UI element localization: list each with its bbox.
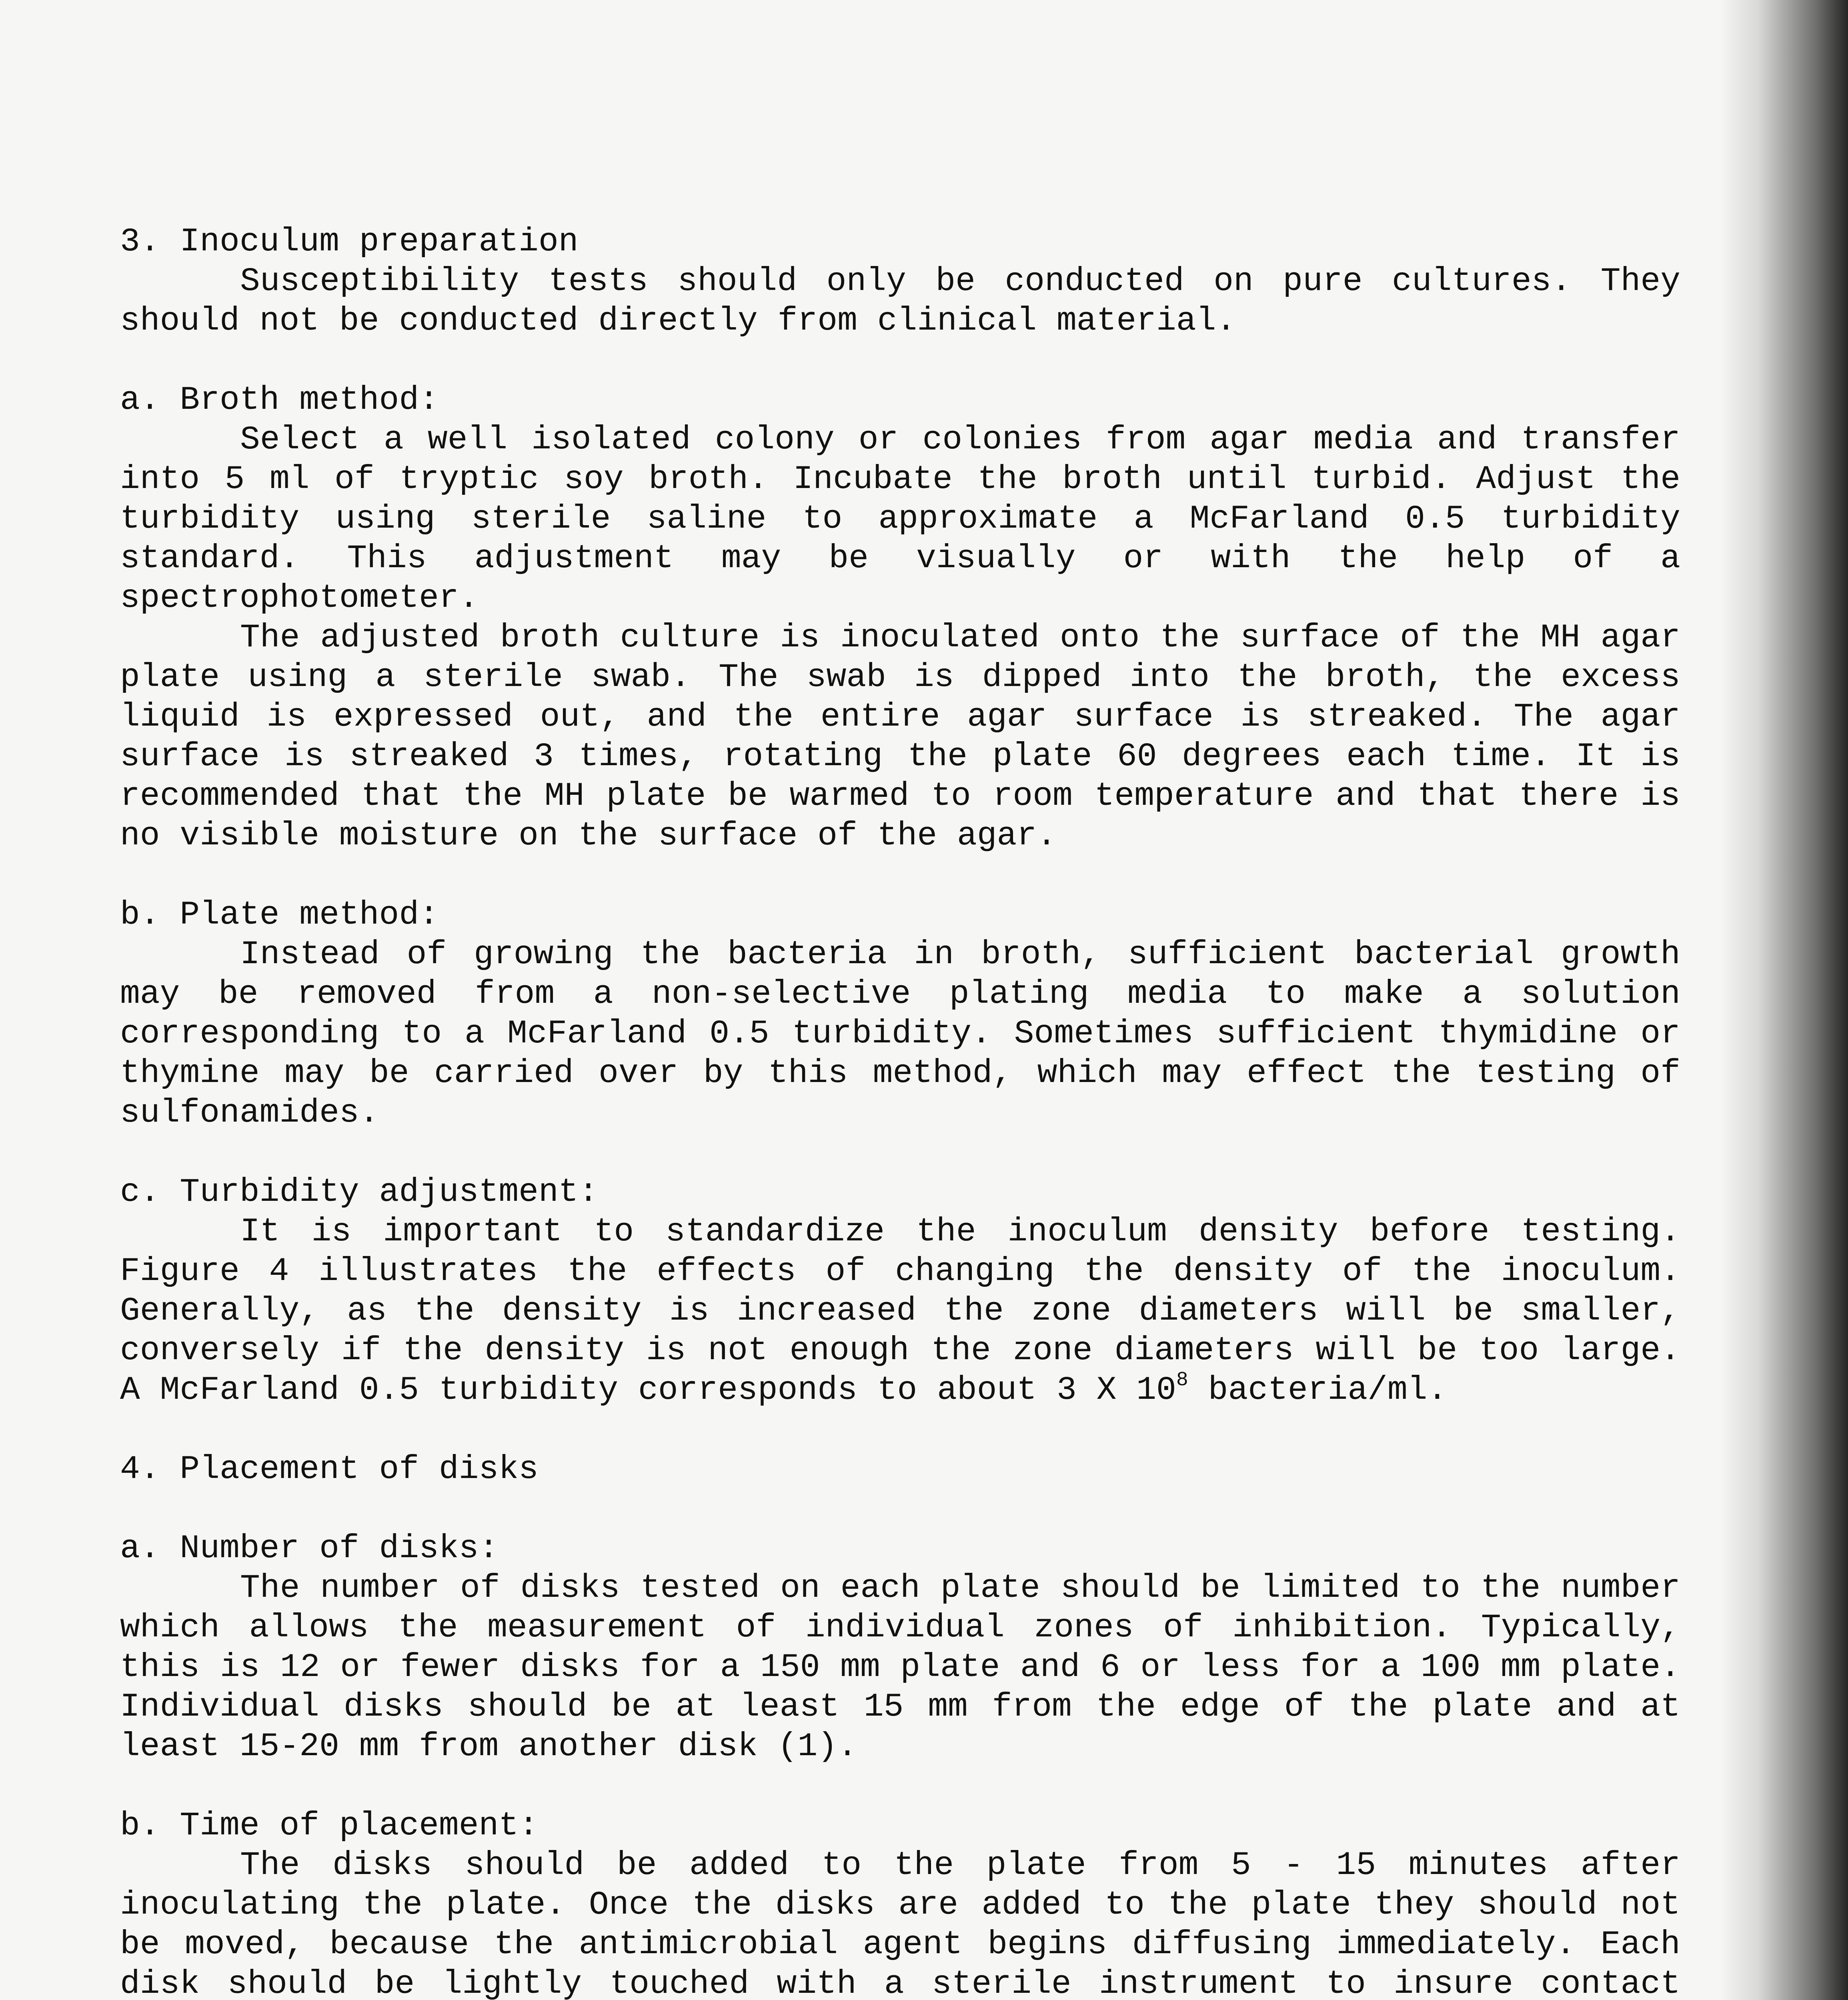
- section-heading-broth: a. Broth method:: [120, 381, 439, 419]
- section-heading-turbidity: c. Turbidity adjustment:: [120, 1173, 599, 1211]
- binding-shadow: [1720, 0, 1848, 2000]
- turbidity-text-end: bacteria/ml.: [1188, 1371, 1448, 1409]
- section-heading-plate: b. Plate method:: [120, 896, 439, 934]
- section-heading-time-of-placement: b. Time of placement:: [120, 1807, 539, 1844]
- paragraph-inoculum-intro: Susceptibility tests should only be conducted on pure cultures. They should not be conducted directly from clinical material.: [120, 262, 1680, 340]
- paragraph-broth-1: Select a well isolated colony or colonies from agar media and transfer into 5 ml of tryptic soy broth. Incubate the broth until turbid. Adjust the turbidity using sterile saline to approximate a McFarland 0.5 turbidity standard. This adjustment may be visually or with the help of a spectrophotometer.: [120, 421, 1680, 617]
- turbidity-text: It is important to standardize the inoculum density before testing. Figure 4 illustrates the effects of changing the density of the inoculum. Generally, as the density is increased the zone diameters will be smaller, conversely if the density is not enough the zone diameters will be too large. A McFarland 0.5 turbidity corresponds to about 3 X 10: [120, 1213, 1680, 1409]
- turbidity-exponent: 8: [1176, 1369, 1188, 1392]
- page-body: [120, 222, 1680, 2000]
- paragraph-plate: Instead of growing the bacteria in broth, sufficient bacterial growth may be removed from a non-selective plating media to make a solution corresponding to a McFarland 0.5 turbidity. Sometimes sufficient thymidine or thymine may be carried over by this method, which may effect the testing of sulfonamides.: [120, 936, 1680, 1132]
- section-heading-inoculum: 3. Inoculum preparation: [120, 223, 579, 260]
- section-heading-placement: 4. Placement of disks: [120, 1450, 539, 1488]
- section-heading-number-of-disks: a. Number of disks:: [120, 1530, 499, 1567]
- paragraph-time-of-placement: The disks should be added to the plate from 5 - 15 minutes after inoculating the plate. Once the disks are added to the plate they should not be moved, because the antimicrobial agent begins diffusing immediately. Each disk should be lightly touched with a sterile instrument to insure contact: [120, 1846, 1680, 2000]
- paragraph-broth-2: The adjusted broth culture is inoculated onto the surface of the MH agar plate using a sterile swab. The swab is dipped into the broth, the excess liquid is expressed out, and the entire agar surface is streaked. The agar surface is streaked 3 times, rotating the plate 60 degrees each time. It is recommended that the MH plate be warmed to room temperature and that there is no visible moisture on the surface of the agar.: [120, 619, 1680, 854]
- paragraph-number-of-disks: The number of disks tested on each plate should be limited to the number which allows the measurement of individual zones of inhibition. Typically, this is 12 or fewer disks for a 150 mm plate and 6 or less for a 100 mm plate. Individual disks should be at least 15 mm from the edge of the plate and at least 15-20 mm from another disk (1).: [120, 1569, 1680, 1765]
- paragraph-turbidity: [120, 1212, 1680, 1410]
